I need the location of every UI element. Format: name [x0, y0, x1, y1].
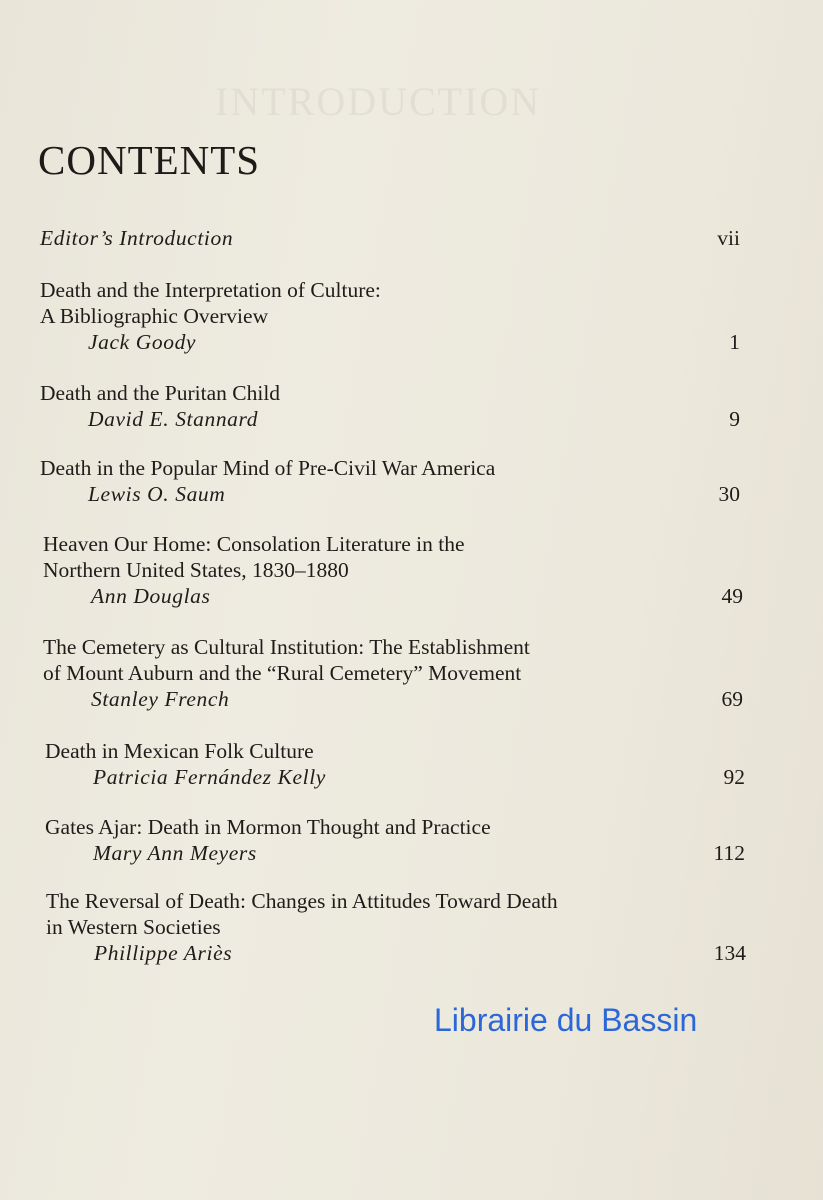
toc-page-number: vii — [717, 226, 740, 250]
toc-page-number: 9 — [729, 407, 740, 431]
toc-entry-title-line: Heaven Our Home: Consolation Literature in the — [43, 532, 465, 556]
toc-entry-reversal-of-death — [46, 888, 746, 966]
toc-entry-title-line: Death in Mexican Folk Culture — [45, 739, 314, 763]
toc-entry-author: Mary Ann Meyers — [93, 841, 257, 865]
toc-entry-author: Jack Goody — [88, 330, 197, 354]
toc-entry-author: David E. Stannard — [88, 407, 259, 431]
toc-entry-editors-introduction — [40, 225, 740, 251]
toc-entry-mexican-folk-culture — [45, 738, 745, 790]
toc-entry-author: Lewis O. Saum — [88, 482, 226, 506]
toc-page-number: 134 — [713, 941, 746, 965]
toc-page-number: 30 — [718, 482, 740, 506]
toc-entry-title-line: in Western Societies — [46, 915, 221, 939]
toc-entry-title-line: Death and the Interpretation of Culture: — [40, 278, 381, 302]
toc-entry-author: Stanley French — [91, 687, 230, 711]
toc-entry-title-line: Death in the Popular Mind of Pre-Civil War America — [40, 456, 496, 480]
toc-entry-cemetery-institution — [43, 634, 743, 712]
toc-entry-title-line: Gates Ajar: Death in Mormon Thought and Practice — [45, 815, 491, 839]
toc-entry-heaven-our-home — [43, 531, 743, 609]
toc-entry-popular-mind — [40, 455, 740, 507]
toc-page-number: 49 — [721, 584, 743, 608]
toc-page-number: 1 — [729, 330, 740, 354]
toc-entry-puritan-child — [40, 380, 740, 432]
toc-entry-title: Editor’s Introduction — [40, 226, 234, 250]
toc-entry-title-line: The Reversal of Death: Changes in Attitudes Toward Death — [46, 889, 558, 913]
toc-page-number: 69 — [721, 687, 743, 711]
bookseller-watermark: Librairie du Bassin — [434, 1002, 698, 1038]
toc-entry-title-line: Northern United States, 1830–1880 — [43, 558, 349, 582]
toc-entry-author: Ann Douglas — [91, 584, 211, 608]
toc-page-number: 92 — [723, 765, 745, 789]
bleed-through-text: INTRODUCTION — [215, 79, 542, 124]
toc-entry-title-line: A Bibliographic Overview — [40, 304, 269, 328]
page-title: CONTENTS — [38, 137, 261, 183]
toc-page-number: 112 — [713, 841, 745, 865]
toc-entry-title-line: The Cemetery as Cultural Institution: The Establishment — [43, 635, 530, 659]
toc-entry-author: Patricia Fernández Kelly — [93, 765, 326, 789]
toc-entry-interpretation-of-culture — [40, 277, 740, 355]
toc-entry-gates-ajar — [45, 814, 745, 866]
toc-entry-author: Phillippe Ariès — [94, 941, 233, 965]
toc-entry-title-line: of Mount Auburn and the “Rural Cemetery” Movement — [43, 661, 522, 685]
toc-entry-title-line: Death and the Puritan Child — [40, 381, 281, 405]
